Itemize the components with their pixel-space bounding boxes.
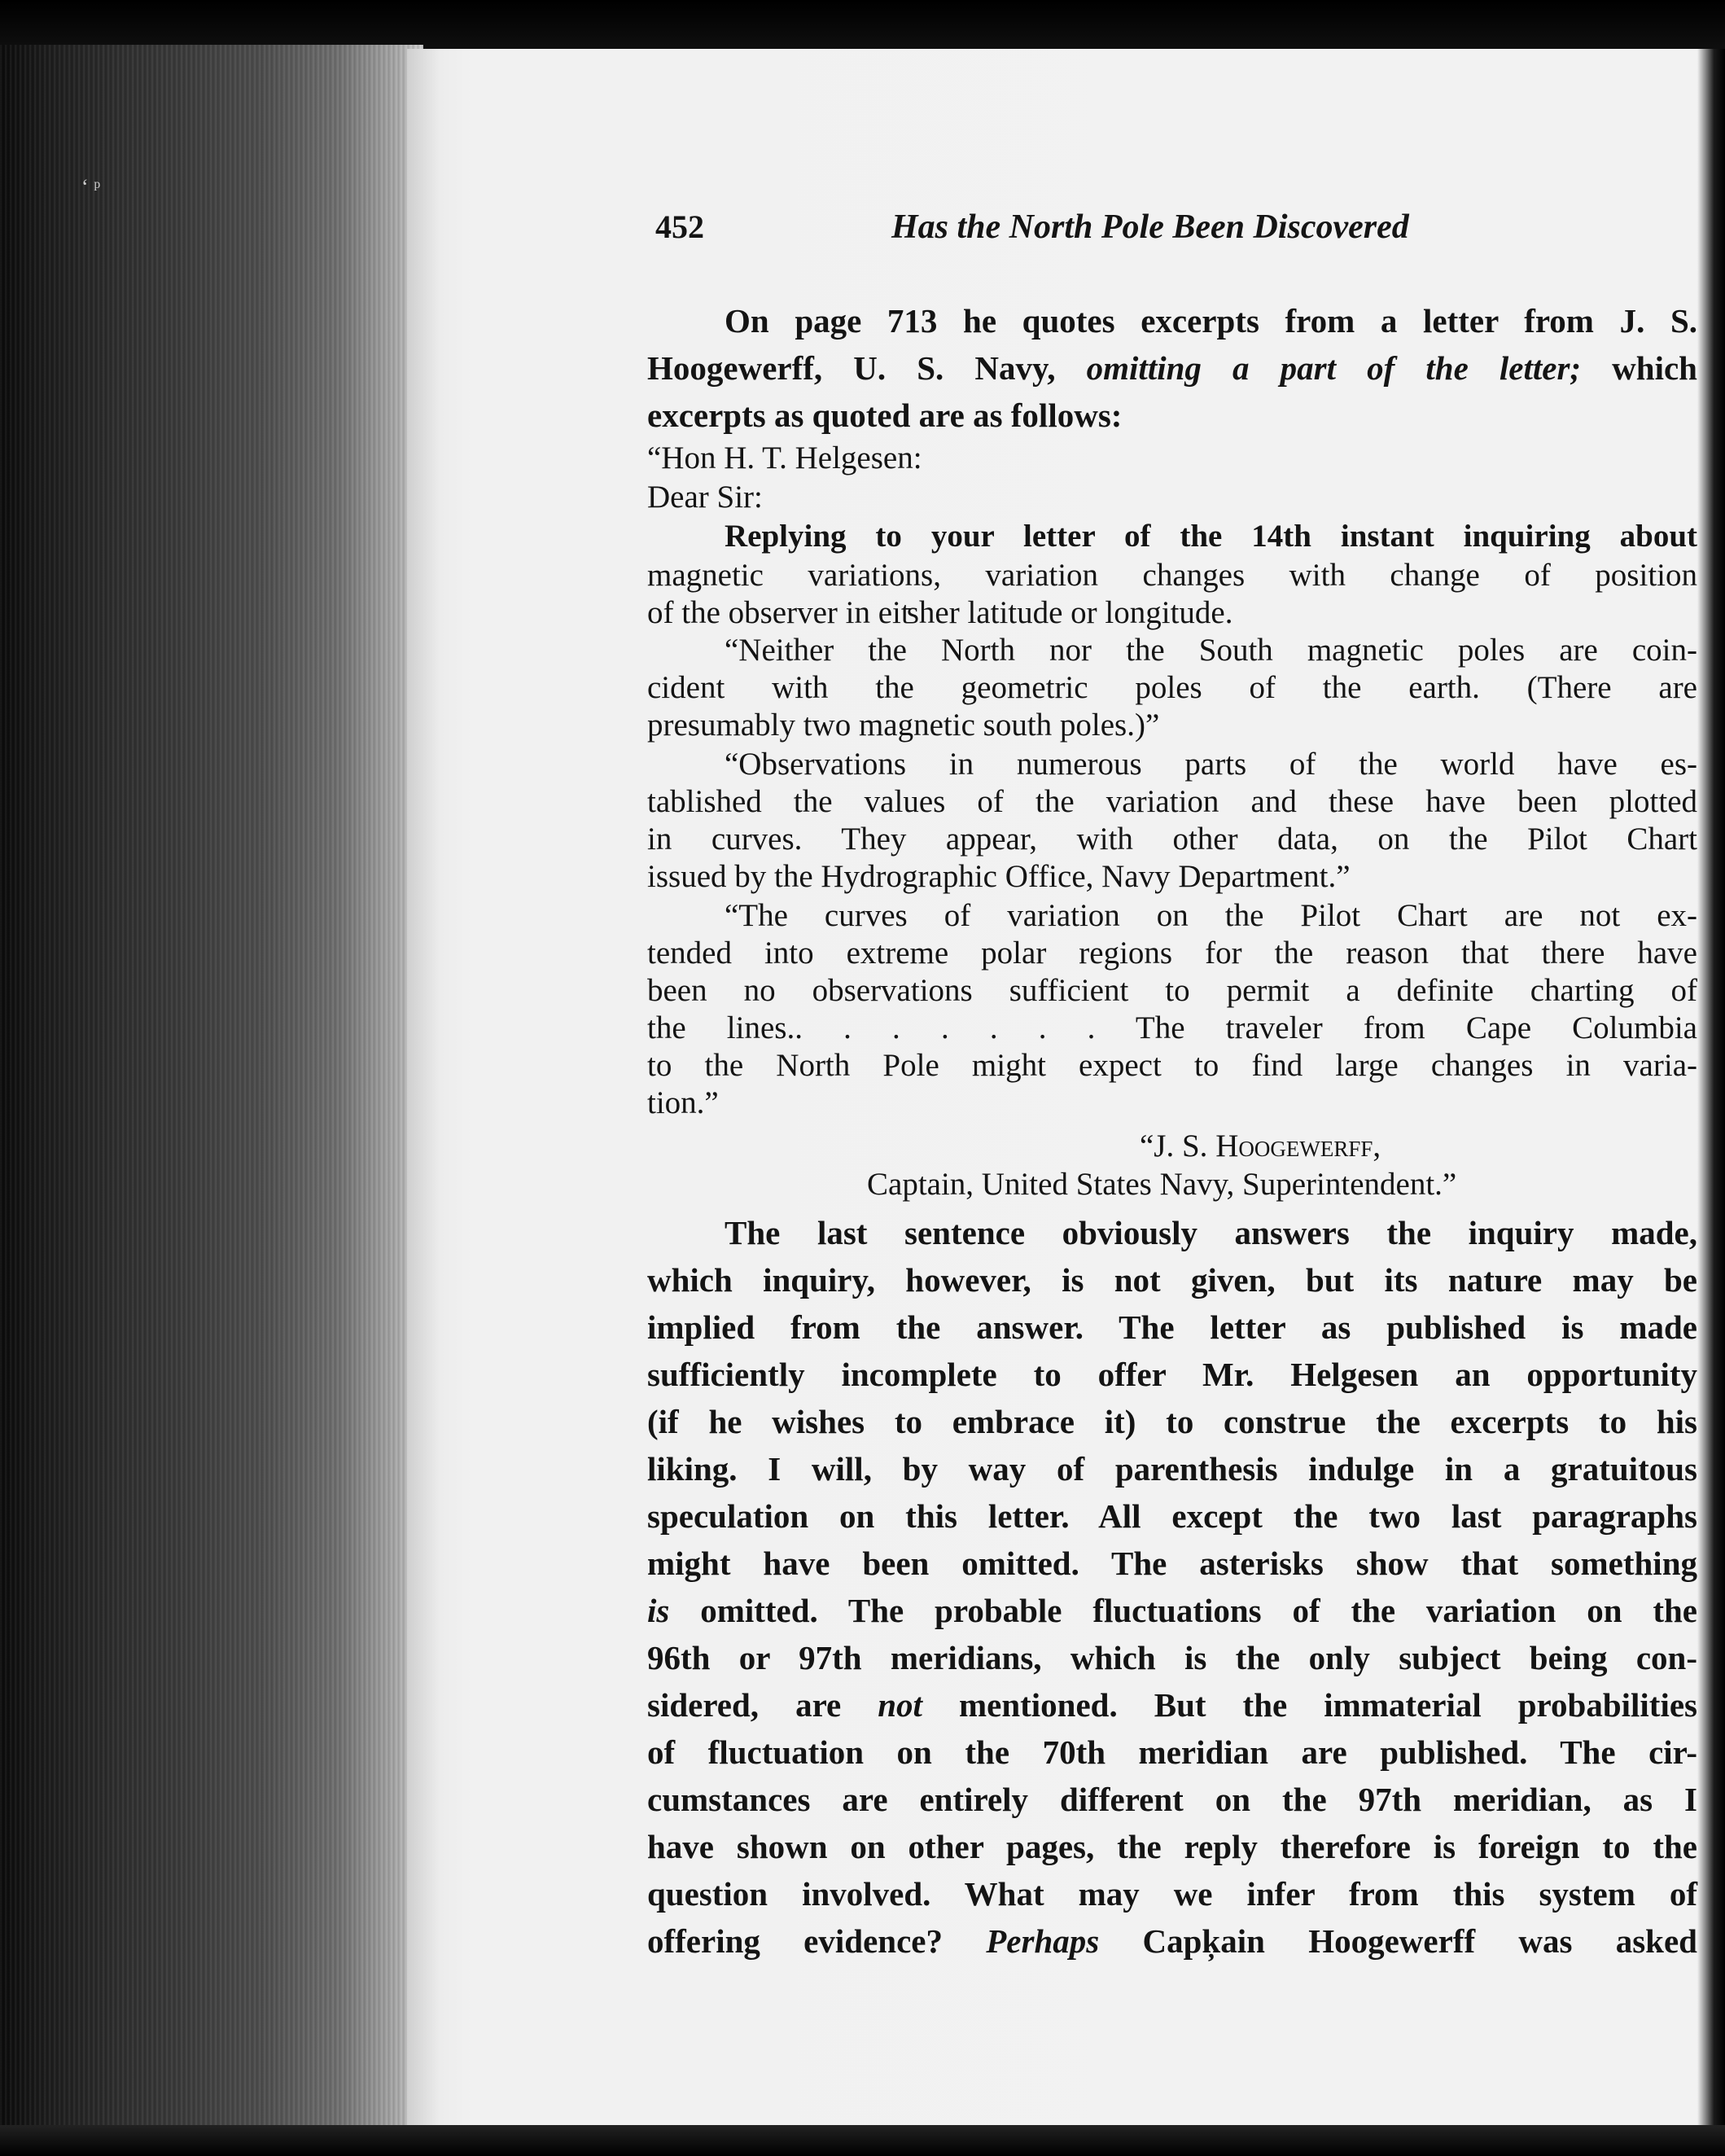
text-run: 96th or 97th meridians, which is the only subject being con-: [647, 1639, 1697, 1676]
text-run: been no observations sufficient to permit a definite charting of: [647, 973, 1697, 1008]
text-line: [725, 1213, 1697, 1254]
text-run: Dear Sir:: [647, 480, 763, 515]
text-run: mentioned. But the immaterial probabilities: [922, 1686, 1697, 1724]
text-run: to the North Pole might expect to find large changes in varia-: [647, 1048, 1697, 1083]
text-run: liking. I will, by way of parenthesis indulge in a gratuitous: [647, 1450, 1697, 1488]
page-header: [655, 208, 1473, 256]
text-run: cumstances are entirely different on the 97th meridian, as I: [647, 1781, 1697, 1818]
italic-text: is: [647, 1592, 670, 1629]
text-line: [647, 1922, 1697, 1962]
text-line: [647, 1260, 1697, 1301]
text-run: speculation on this letter. All except the two last paragraphs: [647, 1497, 1697, 1535]
text-run: “Neither the North nor the South magnetic poles are coin-: [725, 633, 1697, 668]
text-run: implied from the answer. The letter as published is made: [647, 1308, 1697, 1346]
text-line: [647, 707, 1697, 744]
text-run: “Observations in numerous parts of the world have es-: [725, 747, 1697, 782]
text-run: tablished the values of the variation and these have been plotted: [647, 784, 1697, 819]
signature-open: “J. S.: [1140, 1128, 1216, 1163]
text-line: [647, 1085, 1697, 1122]
text-run: have shown on other pages, the reply therefore is foreign to the: [647, 1828, 1697, 1865]
text-line: [647, 972, 1697, 1010]
text-run: The last sentence obviously answers the inquiry made,: [725, 1214, 1697, 1251]
text-line: [647, 1827, 1697, 1868]
text-run: excerpts as quoted are as follows:: [647, 397, 1123, 434]
text-run: sidered, are: [647, 1686, 878, 1724]
text-line: [647, 1355, 1697, 1396]
text-run: “The curves of variation on the Pilot Chart are not ex-: [725, 898, 1697, 933]
text-line: [647, 669, 1697, 707]
text-run: (if he wishes to embrace it) to construe the excerpts to his: [647, 1403, 1697, 1440]
text-line: [725, 518, 1697, 555]
text-run: tended into extreme polar regions for the reason that there have: [647, 936, 1697, 971]
text-line: [647, 1874, 1697, 1915]
text-run: in curves. They appear, with other data, on the Pilot Chart: [647, 822, 1697, 857]
text-run: Replying to your letter of the 14th instant inquiring about: [725, 519, 1697, 554]
text-run: offering evidence?: [647, 1922, 987, 1960]
text-line: [647, 1308, 1697, 1348]
text-line: [725, 746, 1697, 783]
text-run: Capķain Hoogewerff was asked: [1099, 1922, 1697, 1960]
text-line: [647, 479, 1697, 516]
text-line: [647, 1496, 1697, 1537]
text-run: magnetic variations, variation changes with change of position: [647, 558, 1697, 593]
running-title: Has the North Pole Been Discovered: [891, 208, 1409, 246]
text-line: [647, 1402, 1697, 1443]
text-line: [725, 632, 1697, 669]
text-run: the lines.. . . . . . . The traveler from Cape Columbia: [647, 1010, 1697, 1045]
text-run: of the observer in eiʦher latitude or longitude.: [647, 595, 1233, 630]
scan-bottom-border: [0, 2125, 1725, 2156]
text-line: [647, 1685, 1697, 1726]
text-line: [647, 821, 1697, 858]
text-line: [725, 301, 1697, 342]
text-line: [647, 1591, 1697, 1632]
text-run: Hoogewerff, U. S. Navy,: [647, 349, 1087, 387]
text-line: [647, 440, 1697, 477]
text-line: [725, 897, 1697, 935]
text-run: “Hon H. T. Helgesen:: [647, 440, 922, 475]
text-run: omitted. The probable fluctuations of the variation on the: [669, 1592, 1697, 1629]
text-line: [647, 858, 1697, 896]
text-run: sufficiently incomplete to offer Mr. Helgesen an opportunity: [647, 1356, 1697, 1393]
text-line: [647, 594, 1697, 632]
book-spine-edge: [0, 45, 423, 2156]
signature-name: [1140, 1128, 1381, 1164]
text-line: [647, 1010, 1697, 1047]
text-run: might have been omitted. The asterisks show that something: [647, 1545, 1697, 1582]
text-run: issued by the Hydrographic Office, Navy Department.”: [647, 859, 1351, 894]
italic-text: omitting a part of the letter;: [1086, 349, 1582, 387]
italic-text: Perhaps: [986, 1922, 1100, 1960]
text-line: [647, 1780, 1697, 1821]
text-run: On page 713 he quotes excerpts from a letter from J. S.: [725, 302, 1697, 340]
text-run: presumably two magnetic south poles.)”: [647, 708, 1160, 743]
signature-title: Captain, United States Navy, Superintendent.”: [867, 1167, 1457, 1202]
text-line: [647, 557, 1697, 594]
text-line: [647, 1733, 1697, 1773]
text-line: [647, 1047, 1697, 1085]
text-run: cident with the geometric poles of the earth. (There are: [647, 670, 1697, 705]
text-line: [647, 396, 1697, 436]
text-line: [647, 783, 1697, 821]
text-line: [647, 1544, 1697, 1584]
scan-right-border: [1697, 49, 1725, 2156]
text-run: tion.”: [647, 1085, 719, 1120]
text-run: which: [1581, 349, 1697, 387]
spine-mark: ‘ ᵖ: [81, 175, 101, 199]
text-run: which inquiry, however, is not given, but its nature may be: [647, 1261, 1697, 1299]
signature-surname: Hoogewerff,: [1215, 1128, 1381, 1163]
text-line: [647, 348, 1697, 389]
text-run: question involved. What may we infer from this system of: [647, 1875, 1697, 1913]
text-line: [647, 1638, 1697, 1679]
text-line: [647, 935, 1697, 972]
italic-text: not: [878, 1686, 922, 1724]
page-number: 452: [655, 208, 704, 245]
text-run: of fluctuation on the 70th meridian are published. The cir-: [647, 1733, 1697, 1771]
text-line: [647, 1449, 1697, 1490]
